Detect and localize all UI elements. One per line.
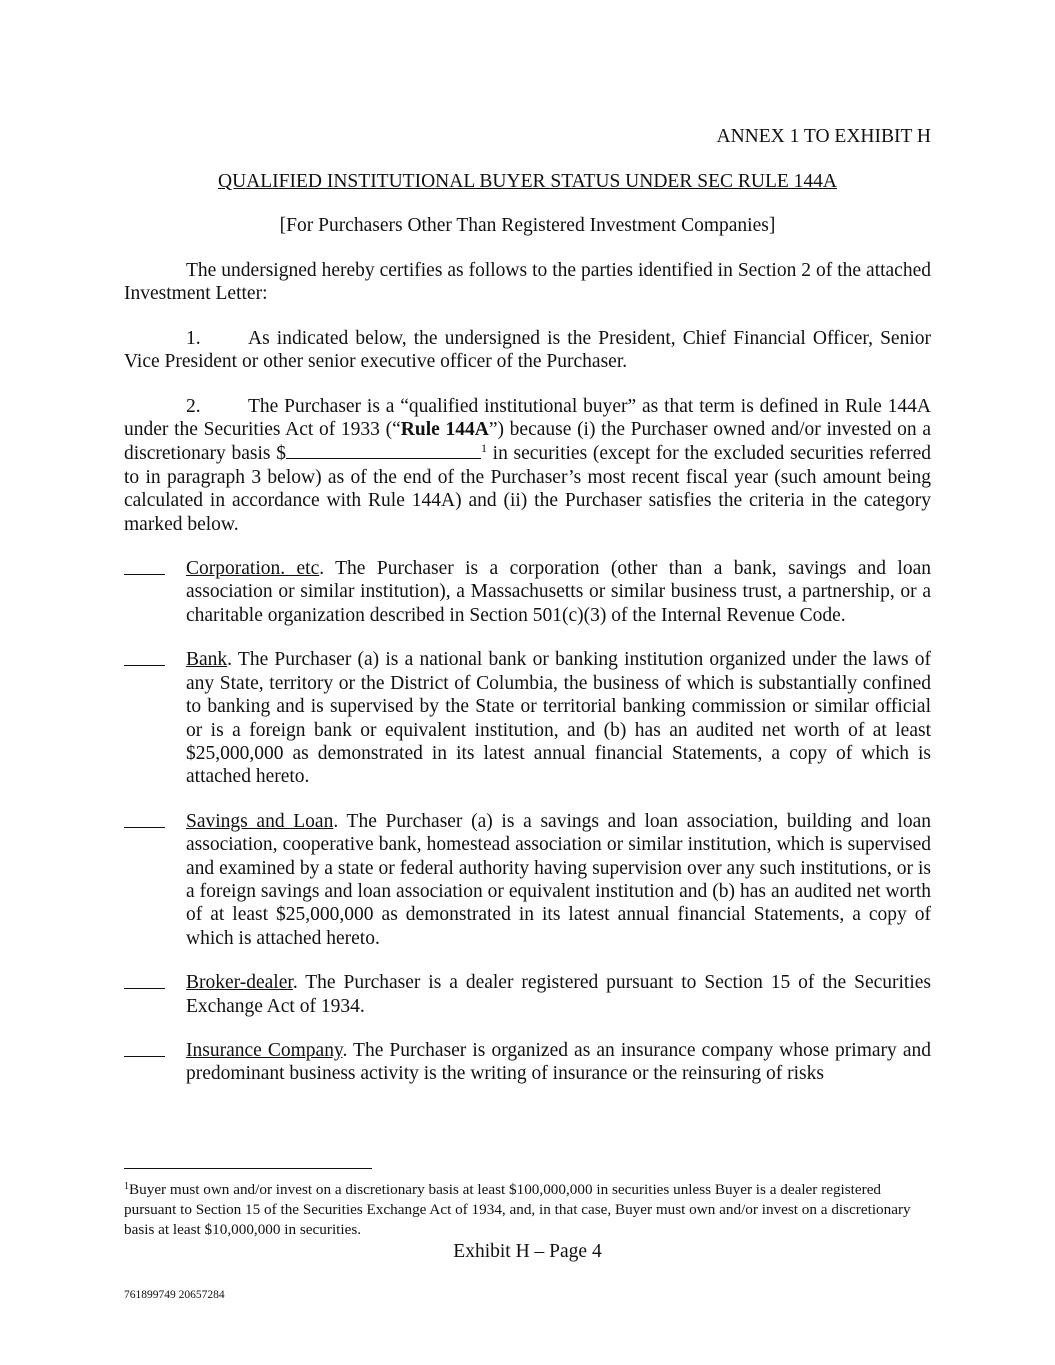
document-subtitle: [For Purchasers Other Than Registered Investment Companies] [279, 215, 776, 236]
paragraph-2-number: 2. [186, 395, 201, 417]
category-text: . The Purchaser is a dealer registered pursuant to Section 15 of the Securities Exchange Act of 1934. [186, 972, 931, 1017]
paragraph-2-text-c: in securities (except for the excluded securities referred to in paragraph 3 below) as of the end of the Purchaser’s most recent fiscal year (such amount being calculated in accordance with Rule 144A) and (ii) the Purchaser satisfies the criteria in the category marked below. [124, 443, 931, 535]
footnote-divider [124, 1168, 372, 1169]
paragraph-2 [124, 395, 931, 536]
document-id: 761899749 20657284 [124, 1289, 225, 1301]
category-checkbox-blank[interactable] [124, 1039, 165, 1057]
footnote-text: Buyer must own and/or invest on a discretionary basis at least $100,000,000 in securities unless Buyer is a dealer registered pursuant to Section 15 of the Securities Exchange Act of 1934, and, in that case, Buyer must own and/or invest on a discretionary basis at least $10,000,000 in securities. [124, 1181, 911, 1238]
document-body [124, 259, 931, 1107]
category-heading: Savings and Loan [186, 810, 334, 832]
category-item [124, 971, 931, 1018]
paragraph-2-text-b: ”) because (i) the Purchaser owned and/or invested on a discretionary basis $ [124, 419, 931, 465]
category-text: . The Purchaser is organized as an insurance company whose primary and predominant business activity is the writing of insurance or the reinsuring of risks [186, 1039, 932, 1085]
category-item [124, 557, 931, 627]
paragraph-2-text-a: The Purchaser is a “qualified institutional buyer” as that term is defined in Rule 144A under the Securities Act of 1933 (“ [124, 395, 931, 441]
category-checkbox-blank[interactable] [124, 648, 165, 666]
paragraph-1-number: 1. [186, 327, 201, 349]
category-heading: Bank [186, 649, 228, 671]
category-heading: Broker-dealer [186, 972, 293, 994]
category-checkbox-blank[interactable] [124, 971, 165, 989]
annex-label: ANNEX 1 TO EXHIBIT H [716, 126, 931, 147]
category-item [124, 810, 931, 950]
amount-blank-field[interactable] [286, 441, 481, 459]
category-text: . The Purchaser is a corporation (other than a bank, savings and loan association or similar institution), a Massachusetts or similar business trust, a partnership, or a charitable organization described in Section 501(c)(3) of the Internal Revenue Code. [186, 558, 931, 626]
paragraph-1 [124, 327, 931, 374]
category-checkbox-blank[interactable] [124, 810, 165, 828]
category-text: . The Purchaser (a) is a savings and loan association, building and loan association, cooperative bank, homestead association or similar institution, which is supervised and examined by a state or federal authority having supervision over any such institutions, or is a foreign savings and loan association or equivalent institution and (b) has an audited net worth of at least $25,000,000 as demonstrated in its latest annual financial Statements, a copy of which is attached hereto. [186, 810, 931, 949]
category-heading: Corporation. etc [186, 558, 320, 580]
intro-paragraph: The undersigned hereby certifies as follows to the parties identified in Section 2 of the attached Investment Letter: [124, 260, 931, 305]
category-text: . The Purchaser (a) is a national bank or banking institution organized under the laws of any State, territory or the District of Columbia, the business of which is substantially confined to banking and is supervised by the State or territorial banking commission or similar official or is a foreign bank or equivalent institution, and (b) has an audited net worth of at least $25,000,000 as demonstrated in its latest annual financial Statements, a copy of which is attached hereto. [186, 649, 931, 788]
page-footer: Exhibit H – Page 4 [453, 1241, 602, 1262]
footnote-number: 1 [124, 1181, 129, 1192]
category-item [124, 1039, 931, 1086]
category-checkbox-blank[interactable] [124, 557, 165, 575]
rule-144a-term: Rule 144A [400, 419, 489, 441]
paragraph-1-text: As indicated below, the undersigned is the President, Chief Financial Officer, Senior Vice President or other senior executive officer of the Purchaser. [124, 327, 931, 373]
footnote [124, 1180, 931, 1240]
category-item [124, 648, 931, 788]
footnote-ref: 1 [480, 441, 487, 456]
category-heading: Insurance Company [186, 1039, 343, 1061]
document-title: QUALIFIED INSTITUTIONAL BUYER STATUS UNDER SEC RULE 144A [218, 171, 837, 192]
